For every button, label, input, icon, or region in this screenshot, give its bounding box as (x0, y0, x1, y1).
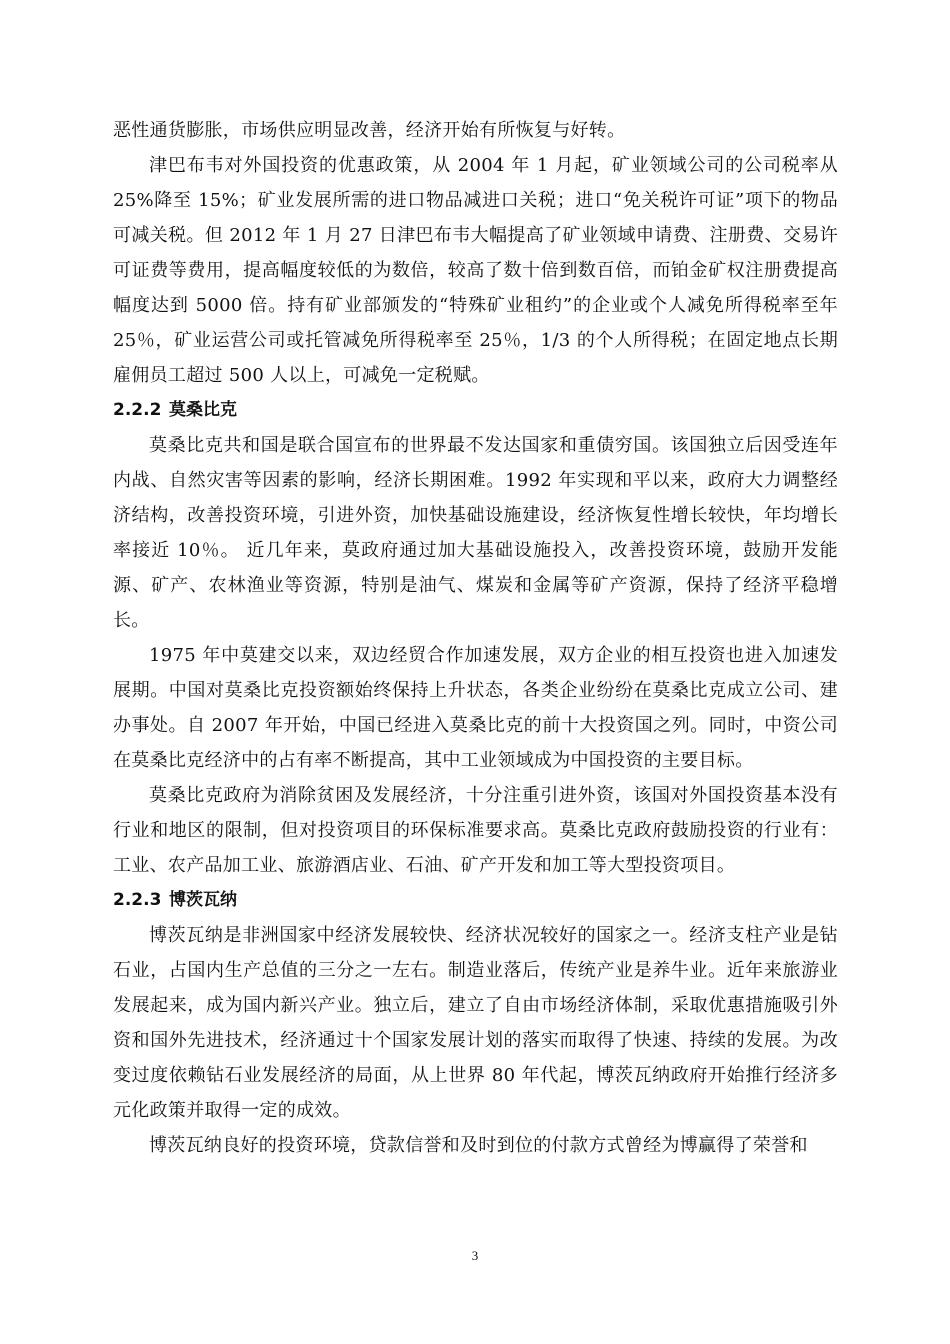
section-heading-2-2-2 (113, 393, 838, 428)
section-number: 2.2.2 (113, 400, 162, 420)
paragraph: 1975 年中莫建交以来，双边经贸合作加速发展，双方企业的相互投资也进入加速发展期。中国对莫桑比克投资额始终保持上升状态，各类企业纷纷在莫桑比克成立公司、建办事处。自 2007 年开始，中国已经进入莫桑比克的前十大投资国之列。同时，中资公司在莫桑比克经济中的占有率不断提高，其中工业领域成为中国投资的主要目标。 (113, 645, 838, 771)
document-body (113, 113, 838, 1163)
paragraph: 博茨瓦纳良好的投资环境，贷款信誉和及时到位的付款方式曾经为博赢得了荣誉和 (149, 1135, 808, 1156)
paragraph: 莫桑比克共和国是联合国宣布的世界最不发达国家和重债穷国。该国独立后因受连年内战、自然灾害等因素的影响，经济长期困难。1992 年实现和平以来，政府大力调整经济结构，改善投资环境，引进外资，加快基础设施建设，经济恢复性增长较快，年均增长率接近 10％。 近几年来，莫政府通过加大基础设施投入，改善投资环境，鼓励开发能源、矿产、农林渔业等资源，特别是油气、煤炭和金属等矿产资源，保持了经济平稳增长。 (113, 435, 838, 631)
section-title: 莫桑比克 (169, 400, 237, 420)
section-heading-2-2-3 (113, 883, 838, 918)
page-number: 3 (471, 1248, 479, 1263)
section-number: 2.2.3 (113, 890, 162, 910)
paragraph: 博茨瓦纳是非洲国家中经济发展较快、经济状况较好的国家之一。经济支柱产业是钻石业，占国内生产总值的三分之一左右。制造业落后，传统产业是养牛业。近年来旅游业发展起来，成为国内新兴产业。独立后，建立了自由市场经济体制，采取优惠措施吸引外资和国外先进技术，经济通过十个国家发展计划的落实而取得了快速、持续的发展。为改变过度依赖钻石业发展经济的局面，从上世界 80 年代起，博茨瓦纳政府开始推行经济多元化政策并取得一定的成效。 (113, 925, 838, 1121)
section-title: 博茨瓦纳 (169, 890, 237, 910)
paragraph: 莫桑比克政府为消除贫困及发展经济，十分注重引进外资，该国对外国投资基本没有行业和地区的限制，但对投资项目的环保标准要求高。莫桑比克政府鼓励投资的行业有：工业、农产品加工业、旅游酒店业、石油、矿产开发和加工等大型投资项目。 (113, 785, 838, 876)
paragraph: 恶性通货膨胀，市场供应明显改善，经济开始有所恢复与好转。 (113, 120, 626, 141)
paragraph: 津巴布韦对外国投资的优惠政策，从 2004 年 1 月起，矿业领域公司的公司税率从 25%降至 15%；矿业发展所需的进口物品减进口关税；进口“免关税许可证”项下的物品可减关税。但 2012 年 1 月 27 日津巴布韦大幅提高了矿业领域申请费、注册费、交易许可证费等费用，提高幅度较低的为数倍，较高了数十倍到数百倍，而铂金矿权注册费提高幅度达到 5000 倍。持有矿业部颁发的“特殊矿业租约”的企业或个人减免所得税率至年 25％，矿业运营公司或托管减免所得税率至 25％，1/3 的个人所得税；在固定地点长期雇佣员工超过 500 人以上，可减免一定税赋。 (113, 155, 838, 386)
